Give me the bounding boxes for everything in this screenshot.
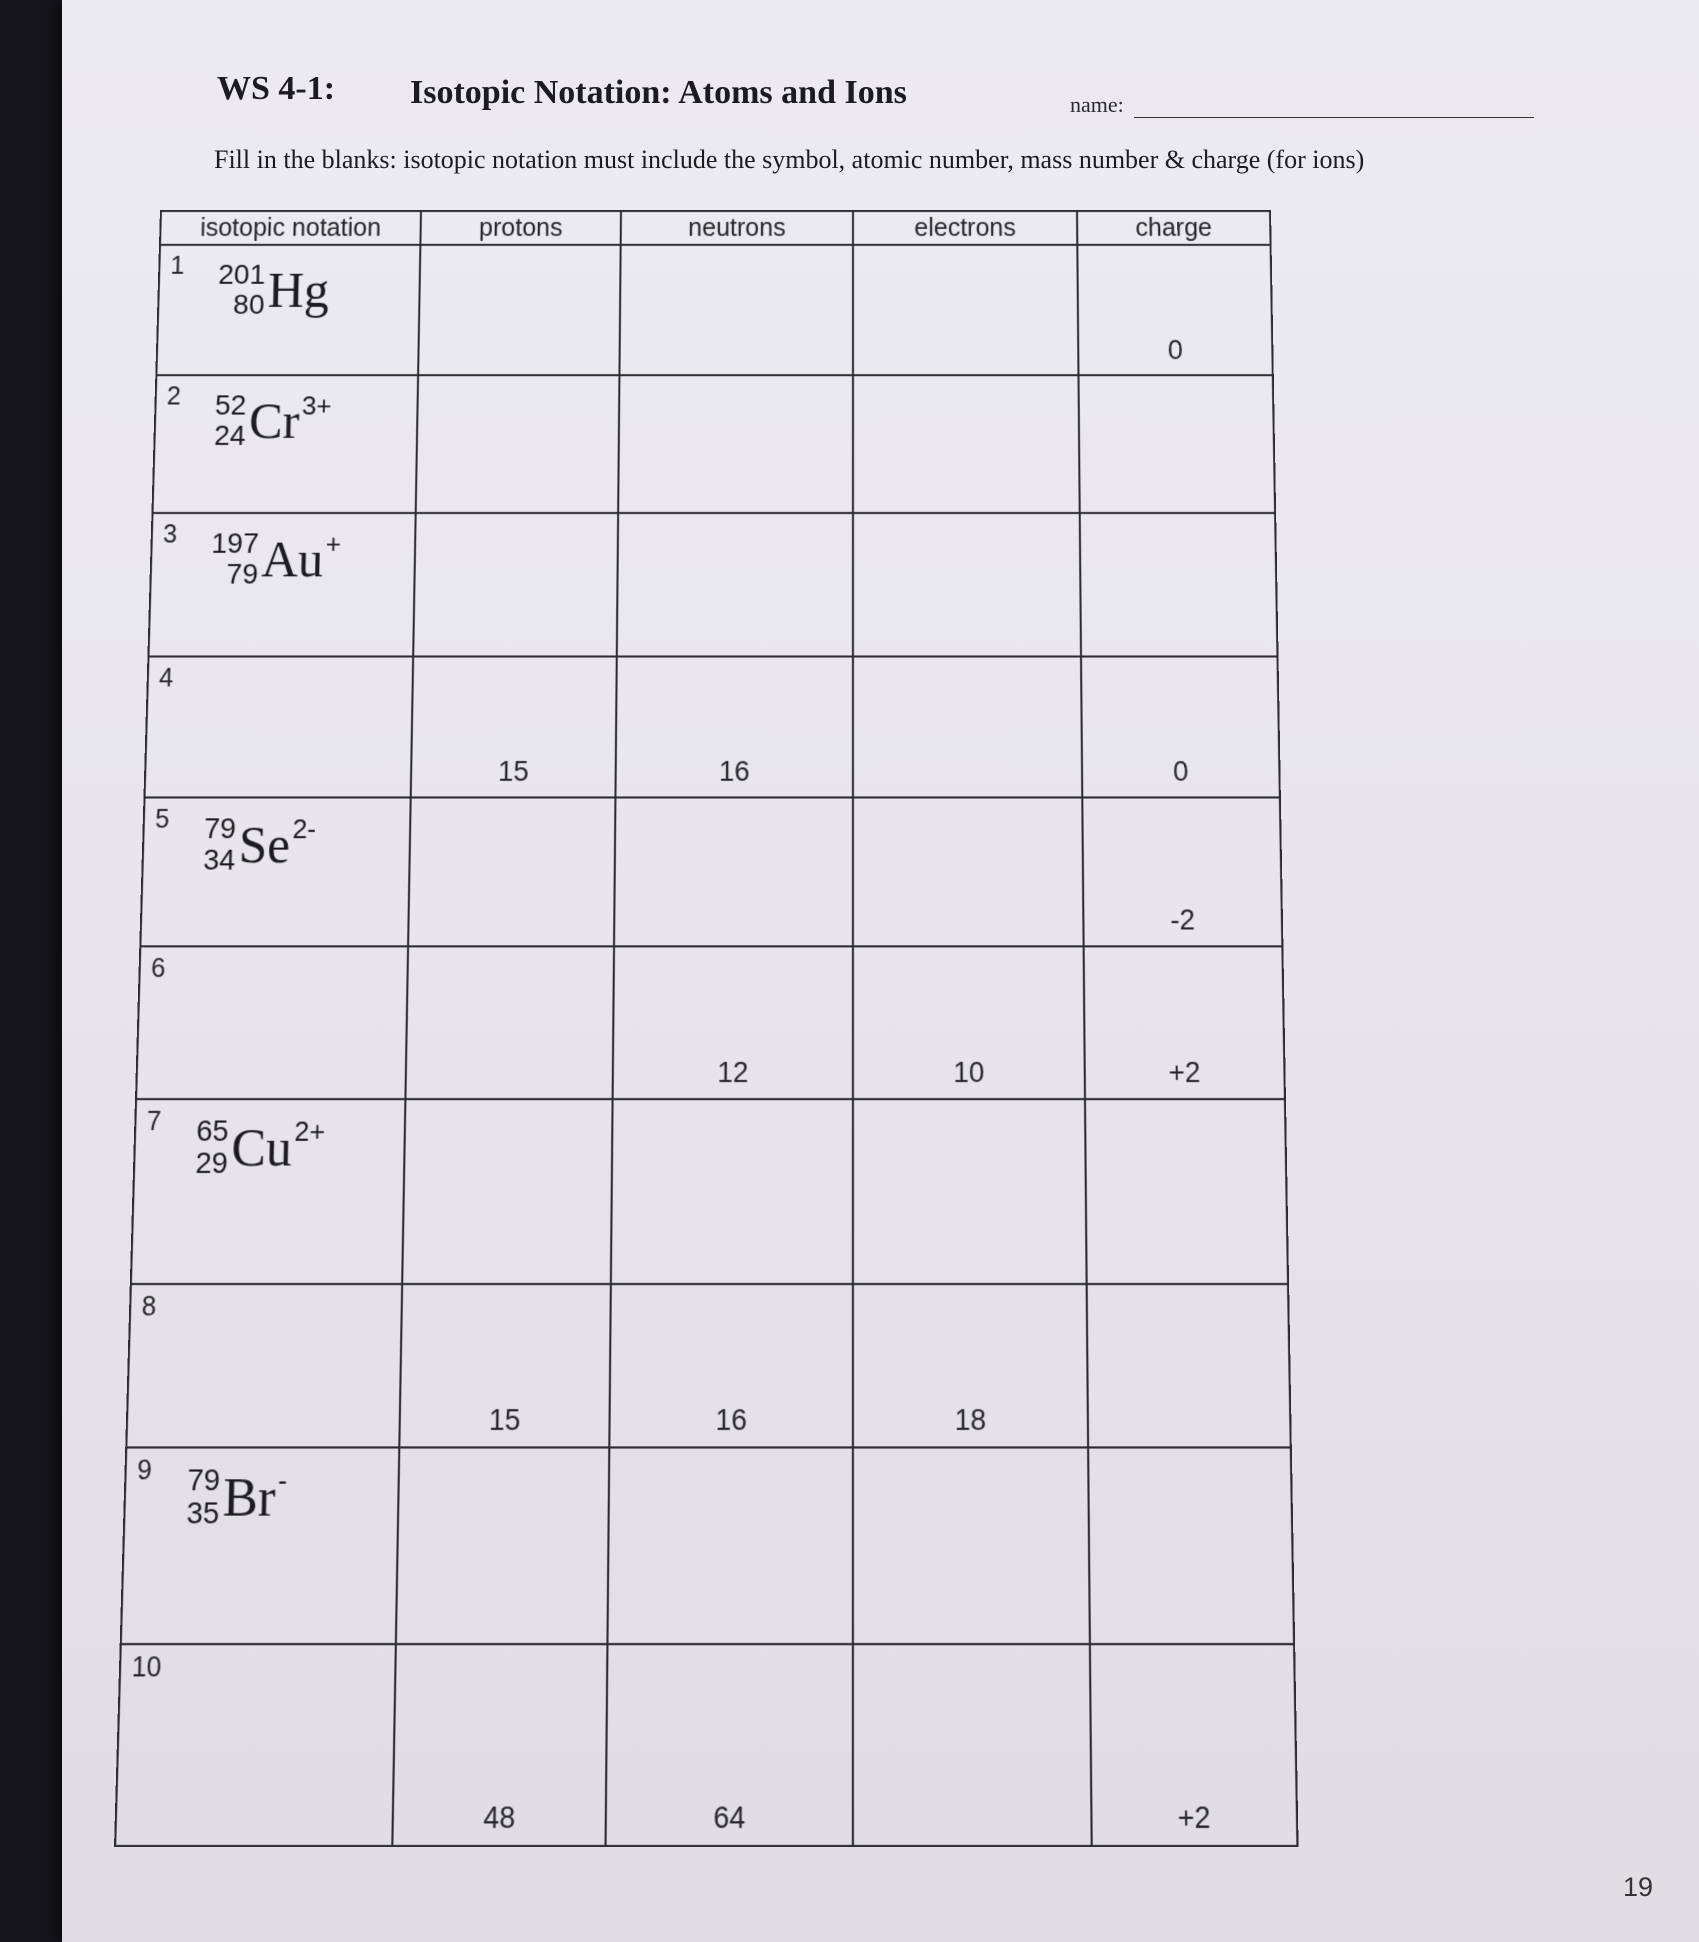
electrons-cell[interactable]	[853, 946, 1085, 1099]
name-field[interactable]	[1134, 117, 1534, 118]
header-row	[160, 211, 1271, 245]
charge-value: +2	[1177, 1800, 1211, 1835]
table-row	[121, 1447, 1294, 1644]
protons-cell[interactable]	[418, 245, 621, 375]
charge-value: 0	[1167, 334, 1184, 366]
header-isotopic-notation: isotopic notation	[160, 211, 421, 245]
row-number: 8	[141, 1291, 157, 1322]
table-row	[145, 657, 1280, 798]
charge-value: 0	[1172, 755, 1189, 788]
charge-cell[interactable]	[1081, 657, 1280, 798]
mass-number: 79	[186, 1462, 221, 1497]
isotopic-notation	[214, 390, 332, 451]
electrons-cell[interactable]	[853, 375, 1080, 513]
mass-number: 52	[214, 389, 247, 421]
atomic-number: 79	[226, 557, 259, 590]
neutrons-cell[interactable]	[607, 1447, 852, 1644]
atomic-number: 29	[195, 1146, 229, 1180]
table-row	[115, 1644, 1297, 1846]
protons-value: 48	[483, 1800, 516, 1835]
charge-value: +2	[1168, 1056, 1201, 1089]
protons-cell[interactable]	[408, 797, 615, 946]
charge-cell[interactable]	[1087, 1284, 1291, 1447]
protons-value: 15	[497, 755, 529, 788]
element-symbol: Br	[222, 1466, 277, 1528]
neutrons-cell[interactable]	[611, 1099, 853, 1284]
electrons-cell[interactable]	[853, 245, 1078, 375]
notation-cell[interactable]	[145, 657, 414, 798]
electrons-value: 10	[953, 1056, 985, 1089]
neutrons-cell[interactable]	[617, 513, 853, 656]
notation-cell[interactable]	[131, 1099, 406, 1284]
notation-cell[interactable]	[136, 946, 408, 1099]
row-number: 3	[162, 520, 178, 549]
neutrons-value: 16	[718, 755, 750, 788]
table-row	[126, 1284, 1290, 1447]
mass-number: 65	[195, 1114, 230, 1148]
row-number: 6	[150, 953, 166, 984]
neutrons-cell[interactable]	[618, 375, 853, 513]
table-row	[140, 797, 1282, 946]
ion-charge: -	[277, 1463, 288, 1497]
notation-cell[interactable]	[153, 375, 419, 513]
worksheet-id: WS 4-1:	[217, 70, 336, 107]
electrons-cell[interactable]	[853, 797, 1084, 946]
neutrons-value: 12	[717, 1056, 749, 1089]
protons-cell[interactable]	[416, 375, 620, 513]
protons-cell[interactable]	[392, 1644, 607, 1846]
charge-cell[interactable]	[1077, 245, 1272, 375]
row-number: 10	[131, 1651, 162, 1684]
charge-cell[interactable]	[1078, 375, 1275, 513]
ion-charge: 2-	[292, 813, 317, 845]
header-protons: protons	[420, 211, 621, 245]
neutrons-cell[interactable]	[615, 657, 853, 798]
isotopic-notation	[203, 813, 317, 876]
row-number: 1	[170, 251, 185, 280]
electrons-cell[interactable]	[853, 1284, 1088, 1447]
header-neutrons: neutrons	[621, 211, 853, 245]
ion-charge: 3+	[301, 390, 333, 421]
neutrons-cell[interactable]	[613, 946, 853, 1099]
protons-cell[interactable]	[396, 1447, 609, 1644]
charge-cell[interactable]	[1088, 1447, 1294, 1644]
neutrons-value: 16	[715, 1403, 748, 1437]
header-electrons: electrons	[853, 211, 1077, 245]
isotopic-notation	[217, 260, 330, 320]
protons-cell[interactable]	[399, 1284, 611, 1447]
atomic-number: 80	[232, 288, 265, 320]
element-symbol: Au	[260, 530, 325, 588]
charge-cell[interactable]	[1082, 797, 1282, 946]
row-number: 9	[136, 1455, 153, 1486]
row-number: 4	[158, 663, 174, 693]
protons-cell[interactable]	[405, 946, 614, 1099]
notation-cell[interactable]	[115, 1644, 396, 1846]
table-row	[156, 245, 1272, 375]
isotopic-notation	[195, 1115, 325, 1179]
table-row	[153, 375, 1276, 513]
table-row	[131, 1099, 1288, 1284]
mass-number: 79	[203, 812, 237, 845]
worksheet-title: Isotopic Notation: Atoms and Ions	[410, 74, 907, 111]
notation-cell[interactable]	[140, 797, 410, 946]
table-row	[136, 946, 1285, 1099]
electrons-value: 18	[954, 1403, 987, 1437]
element-symbol: Cr	[248, 392, 301, 449]
instructions: Fill in the blanks: isotopic notation must include the symbol, atomic number, mass number & charge (for ions)	[214, 145, 1365, 174]
element-symbol: Hg	[267, 261, 330, 318]
mass-number: 197	[211, 527, 260, 559]
notation-cell[interactable]	[148, 513, 415, 656]
neutrons-cell[interactable]	[614, 797, 853, 946]
notation-cell[interactable]	[121, 1447, 400, 1644]
electrons-cell[interactable]	[853, 657, 1082, 798]
notation-cell[interactable]	[126, 1284, 402, 1447]
atomic-number: 35	[186, 1495, 220, 1530]
name-label: name:	[1070, 92, 1124, 117]
charge-cell[interactable]	[1084, 946, 1285, 1099]
protons-cell[interactable]	[411, 657, 617, 798]
electrons-cell[interactable]	[853, 513, 1081, 656]
header-charge: charge	[1077, 211, 1271, 245]
atomic-number: 24	[213, 419, 247, 452]
protons-cell[interactable]	[402, 1099, 612, 1284]
charge-cell[interactable]	[1080, 513, 1278, 656]
neutrons-value: 64	[713, 1800, 746, 1835]
protons-value: 15	[488, 1403, 521, 1437]
table-row	[148, 513, 1277, 656]
isotopic-notation	[210, 528, 341, 589]
neutrons-cell[interactable]	[619, 245, 853, 375]
neutrons-cell[interactable]	[606, 1644, 853, 1846]
row-number: 2	[166, 382, 182, 411]
element-symbol: Cu	[230, 1117, 293, 1178]
protons-cell[interactable]	[413, 513, 618, 656]
charge-cell[interactable]	[1090, 1644, 1298, 1846]
mass-number: 201	[217, 258, 266, 290]
row-number: 5	[154, 804, 170, 835]
isotopic-notation	[186, 1464, 287, 1530]
electrons-cell[interactable]	[853, 1447, 1090, 1644]
charge-value: -2	[1170, 904, 1196, 936]
charge-cell[interactable]	[1085, 1099, 1288, 1284]
worksheet-table	[114, 210, 1299, 1847]
page-number: 19	[1623, 1872, 1654, 1902]
ion-charge: 2+	[294, 1115, 326, 1148]
row-number: 7	[146, 1106, 162, 1137]
ion-charge: +	[325, 528, 342, 559]
element-symbol: Se	[238, 815, 291, 874]
notation-cell[interactable]	[156, 245, 420, 375]
neutrons-cell[interactable]	[609, 1284, 853, 1447]
electrons-cell[interactable]	[853, 1099, 1087, 1284]
electrons-cell[interactable]	[853, 1644, 1092, 1846]
atomic-number: 34	[202, 843, 236, 876]
